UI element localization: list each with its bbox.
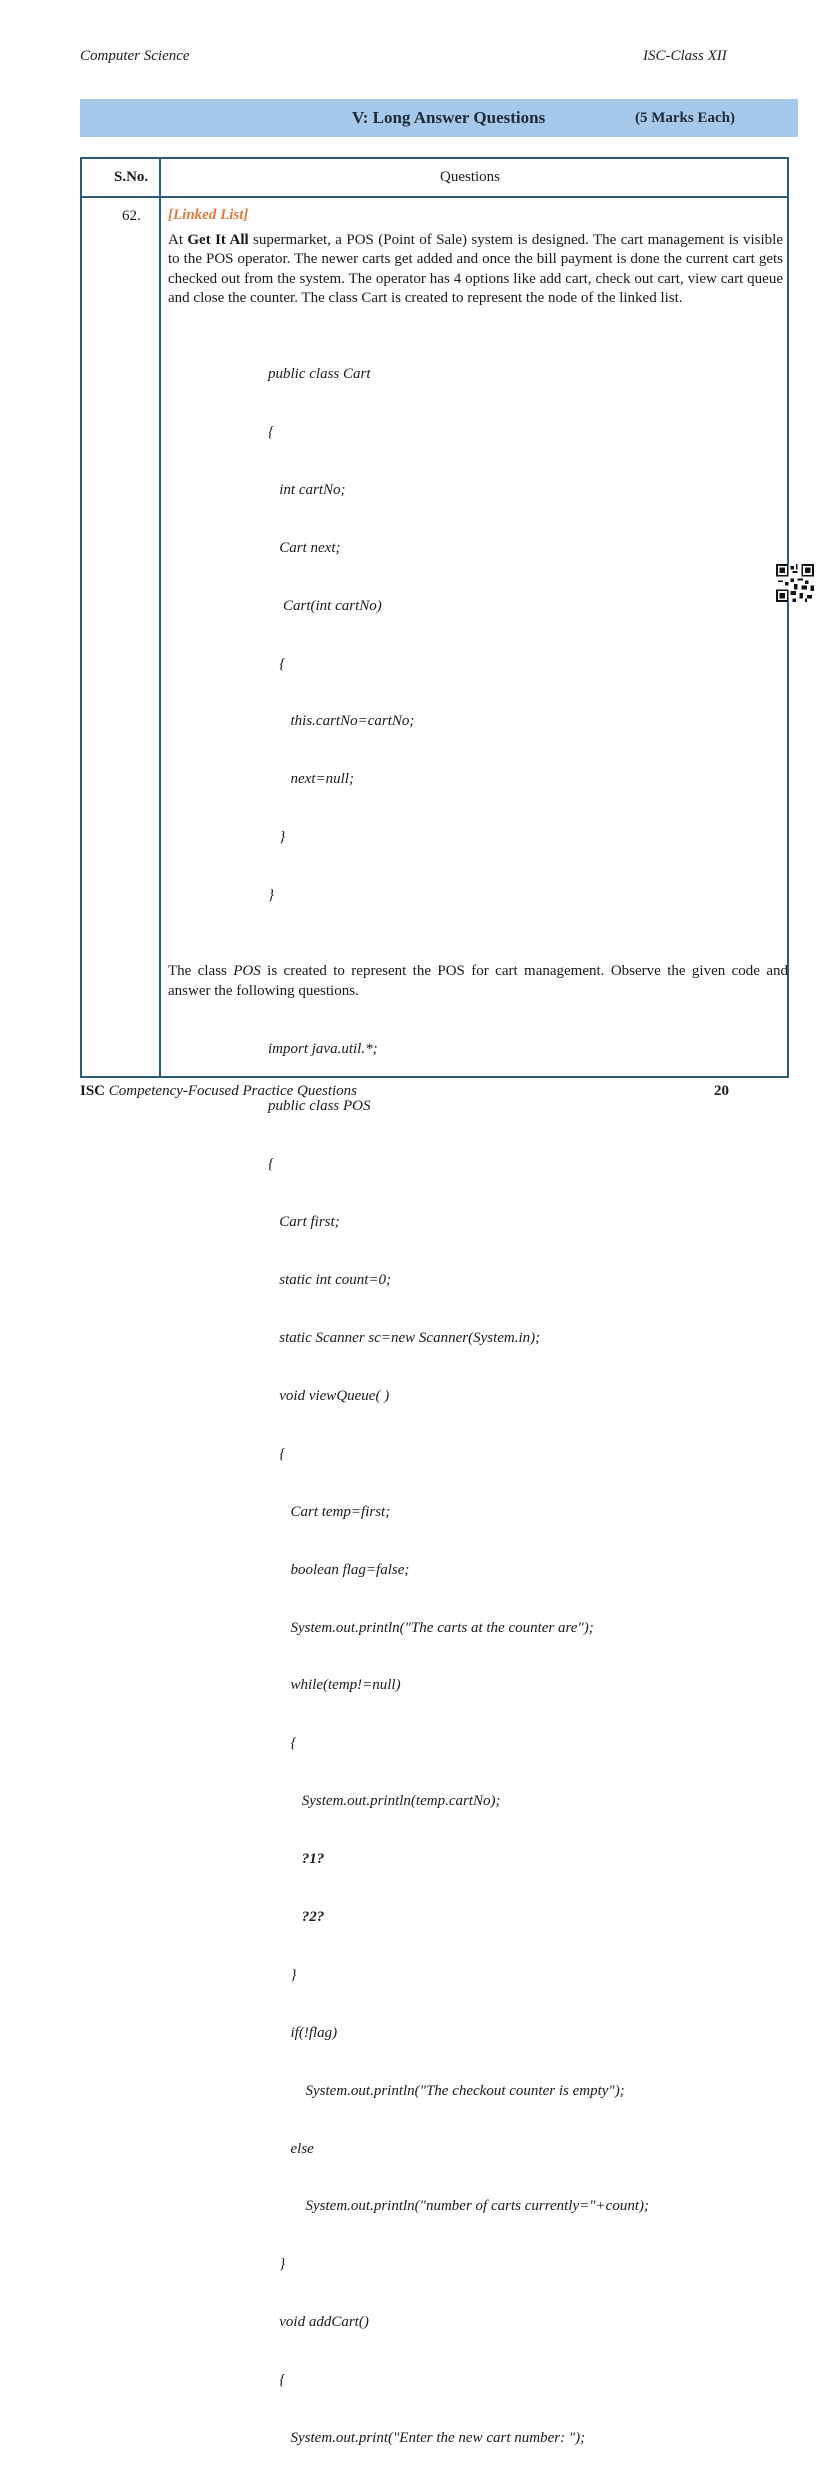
pos-intro-prefix: The class [168, 963, 234, 979]
header-questions: Questions [440, 169, 500, 185]
cart-class-code [268, 327, 783, 945]
header-divider [82, 196, 787, 198]
page-number: 20 [714, 1083, 729, 1099]
code-line: int cartNo; [268, 481, 346, 498]
question-content [168, 206, 788, 2487]
code-line: import java.util.*; [268, 1040, 378, 1057]
blank-placeholder-1: ?1? [268, 1851, 325, 1868]
code-line: void addCart() [268, 2314, 369, 2331]
code-line: if(!flag) [268, 2024, 338, 2041]
section-title: V: Long Answer Questions [352, 108, 546, 127]
section-marks: (5 Marks Each) [635, 110, 735, 126]
question-number: 62. [122, 208, 141, 224]
code-line: } [268, 887, 274, 904]
column-divider [159, 159, 161, 1076]
code-line: { [268, 1735, 297, 1752]
pos-intro-text: is created to represent the POS for cart management. Observe the given code and answer the following questions. [168, 963, 788, 999]
code-line: void viewQueue( ) [268, 1387, 390, 1404]
header-sno: S.No. [114, 169, 149, 185]
code-line: System.out.println("The checkout counter is empty"); [268, 2082, 625, 2099]
qr-code-icon[interactable] [776, 563, 814, 603]
code-line: System.out.println(temp.cartNo); [268, 1793, 501, 1810]
code-line: } [268, 829, 286, 846]
code-line: { [268, 423, 274, 440]
code-line: System.out.print("Enter the new cart number: "); [268, 2429, 586, 2446]
code-line: static Scanner sc=new Scanner(System.in); [268, 1330, 541, 1347]
code-line: this.cartNo=cartNo; [268, 713, 415, 730]
code-line: Cart next; [268, 539, 341, 556]
code-line: } [268, 2256, 286, 2273]
code-line: else [268, 2140, 314, 2157]
section-banner [80, 99, 798, 137]
code-line: public class Cart [268, 366, 371, 383]
header-subject: Computer Science [80, 48, 190, 64]
blank-placeholder-2: ?2? [268, 1908, 325, 1925]
code-line: { [268, 2372, 286, 2389]
footer-isc: ISC [80, 1083, 106, 1099]
pos-class-code [268, 1001, 783, 2487]
code-line: } [268, 1966, 297, 1983]
pos-class-name: POS [233, 963, 261, 979]
code-line: { [268, 1445, 286, 1462]
question-intro [168, 231, 783, 309]
pos-intro [168, 962, 788, 1001]
code-line: Cart first; [268, 1214, 340, 1231]
code-line: next=null; [268, 771, 354, 788]
intro-text: supermarket, a POS (Point of Sale) system is designed. The cart management is visible to the POS operator. The newer carts get added and once the bill payment is done the current cart gets checked out from the system. The operator has 4 options like add cart, check out cart, view cart queue and close the counter. The class Cart is created to represent the node of the linked list. [168, 231, 783, 306]
code-line: public class POS [268, 1098, 371, 1115]
code-line: { [268, 1156, 274, 1173]
code-line: static int count=0; [268, 1272, 392, 1289]
code-line: Cart(int cartNo) [268, 597, 382, 614]
footer-subtitle: Competency-Focused Practice Questions [105, 1083, 358, 1099]
question-topic: [Linked List] [168, 207, 249, 223]
code-line: System.out.println("number of carts currently="+count); [268, 2198, 649, 2215]
code-line: System.out.println("The carts at the counter are"); [268, 1619, 594, 1636]
intro-store-name: Get It All [187, 231, 249, 248]
code-line: { [268, 655, 286, 672]
footer-title [80, 1083, 357, 1100]
header-class: ISC-Class XII [643, 48, 727, 64]
code-line: Cart temp=first; [268, 1503, 391, 1520]
intro-prefix: At [168, 231, 188, 248]
code-line: while(temp!=null) [268, 1677, 401, 1694]
code-line: boolean flag=false; [268, 1561, 410, 1578]
